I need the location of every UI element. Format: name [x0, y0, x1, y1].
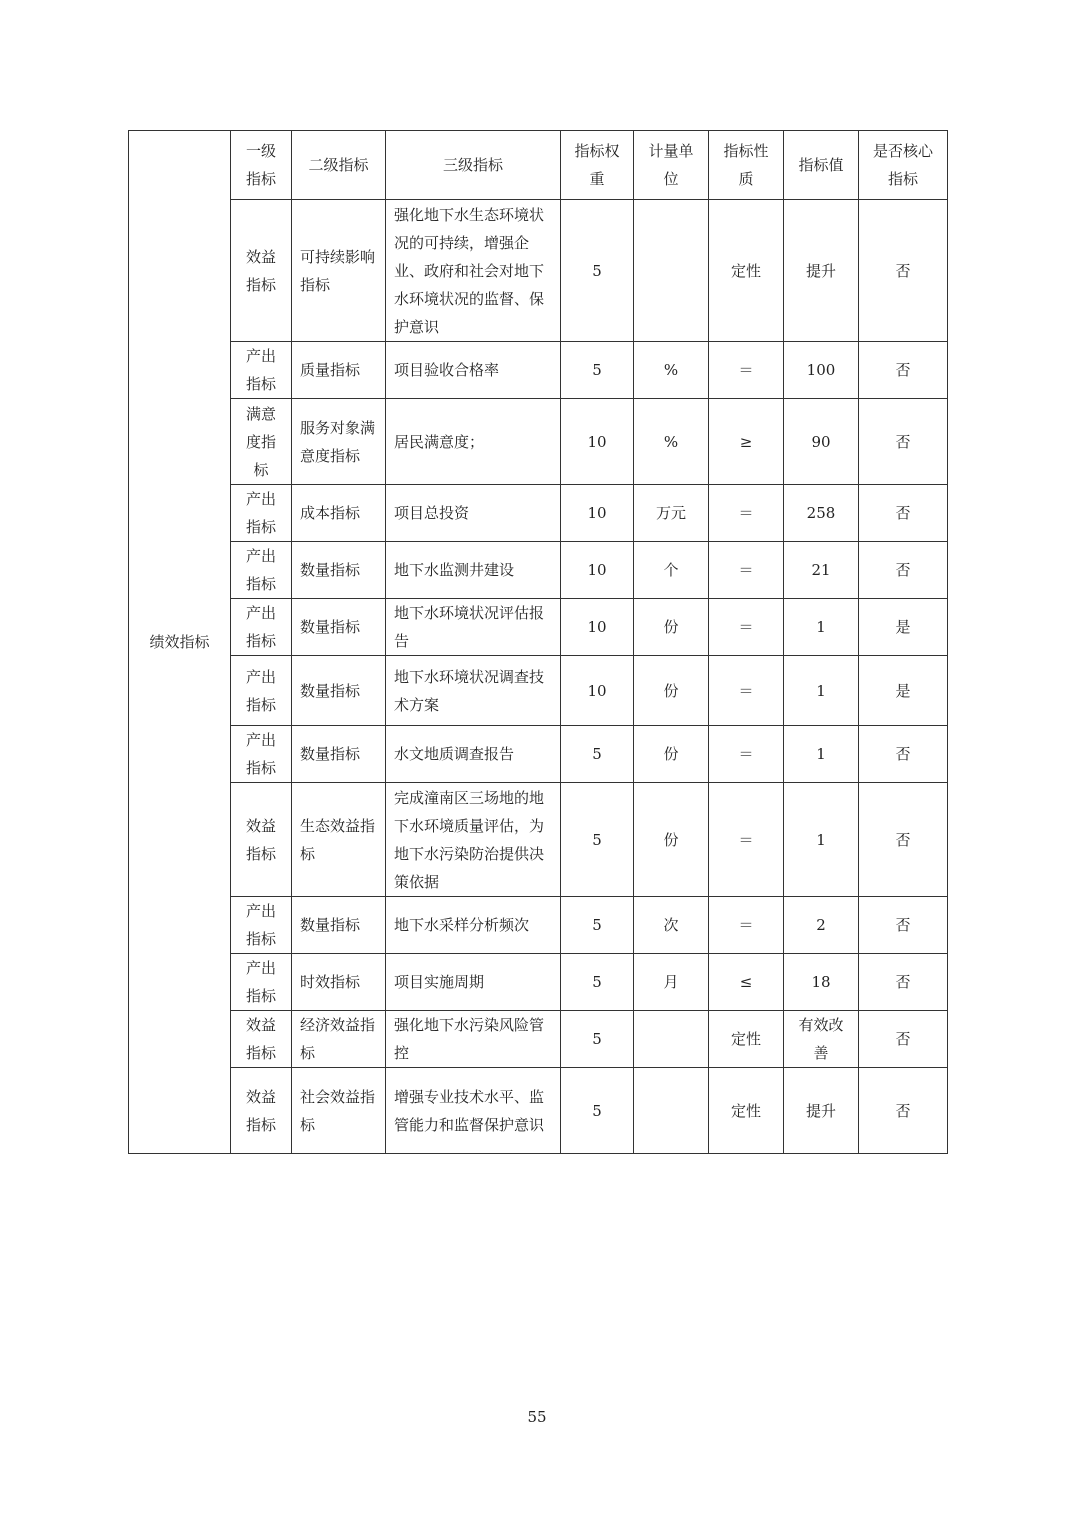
cell-core: 否: [859, 342, 948, 399]
cell-level3-indicator: 项目实施周期: [386, 954, 561, 1011]
cell-level2-indicator: 可持续影响指标: [292, 200, 386, 342]
table-row: [129, 399, 948, 485]
cell-weight: 5: [561, 200, 634, 342]
cell-core: 否: [859, 783, 948, 897]
performance-indicator-table: [128, 130, 948, 1154]
cell-value: 1: [784, 726, 859, 783]
cell-level1-indicator: 效益指标: [231, 1011, 292, 1068]
cell-weight: 10: [561, 599, 634, 656]
cell-level3-indicator: 居民满意度；: [386, 399, 561, 485]
cell-level2-indicator: 生态效益指标: [292, 783, 386, 897]
header-core: 是否核心指标: [859, 131, 948, 200]
cell-level2-indicator: 数量指标: [292, 599, 386, 656]
cell-nature: ＝: [709, 342, 784, 399]
cell-value: 1: [784, 656, 859, 726]
table-row: [129, 342, 948, 399]
cell-unit: %: [634, 399, 709, 485]
table-row: [129, 1011, 948, 1068]
cell-level2-indicator: 数量指标: [292, 656, 386, 726]
cell-level2-indicator: 时效指标: [292, 954, 386, 1011]
cell-level2-indicator: 成本指标: [292, 485, 386, 542]
cell-level3-indicator: 完成潼南区三场地的地下水环境质量评估，为地下水污染防治提供决策依据: [386, 783, 561, 897]
cell-weight: 5: [561, 1011, 634, 1068]
cell-level2-indicator: 社会效益指标: [292, 1068, 386, 1154]
cell-weight: 10: [561, 399, 634, 485]
cell-unit: 个: [634, 542, 709, 599]
cell-level1-indicator: 满意度指标: [231, 399, 292, 485]
header-level1-indicator: 一级指标: [231, 131, 292, 200]
cell-core: 否: [859, 542, 948, 599]
cell-nature: ＝: [709, 726, 784, 783]
cell-weight: 10: [561, 656, 634, 726]
cell-level2-indicator: 服务对象满意度指标: [292, 399, 386, 485]
cell-value: 1: [784, 599, 859, 656]
cell-nature: ＝: [709, 599, 784, 656]
cell-level1-indicator: 产出指标: [231, 897, 292, 954]
cell-level3-indicator: 项目验收合格率: [386, 342, 561, 399]
cell-core: 否: [859, 1011, 948, 1068]
cell-level2-indicator: 经济效益指标: [292, 1011, 386, 1068]
cell-level3-indicator: 水文地质调查报告: [386, 726, 561, 783]
cell-unit: [634, 1068, 709, 1154]
cell-nature: ≤: [709, 954, 784, 1011]
cell-level1-indicator: 产出指标: [231, 599, 292, 656]
cell-weight: 5: [561, 783, 634, 897]
table-row: [129, 542, 948, 599]
cell-value: 90: [784, 399, 859, 485]
cell-core: 否: [859, 200, 948, 342]
cell-weight: 5: [561, 897, 634, 954]
cell-level3-indicator: 强化地下水污染风险管控: [386, 1011, 561, 1068]
cell-level1-indicator: 效益指标: [231, 783, 292, 897]
cell-nature: 定性: [709, 1011, 784, 1068]
cell-weight: 10: [561, 542, 634, 599]
cell-nature: ＝: [709, 783, 784, 897]
cell-level3-indicator: 地下水采样分析频次: [386, 897, 561, 954]
table-row: [129, 485, 948, 542]
cell-value: 1: [784, 783, 859, 897]
page-number: 55: [527, 1408, 547, 1426]
cell-value: 21: [784, 542, 859, 599]
cell-level3-indicator: 地下水环境状况调查技术方案: [386, 656, 561, 726]
cell-unit: 万元: [634, 485, 709, 542]
cell-weight: 5: [561, 342, 634, 399]
cell-unit: 份: [634, 599, 709, 656]
cell-level2-indicator: 数量指标: [292, 897, 386, 954]
cell-core: 是: [859, 599, 948, 656]
header-level3-indicator: 三级指标: [386, 131, 561, 200]
table-row: [129, 897, 948, 954]
cell-nature: 定性: [709, 1068, 784, 1154]
table-header-row: [129, 131, 948, 200]
cell-level3-indicator: 增强专业技术水平、监管能力和监督保护意识: [386, 1068, 561, 1154]
table-row: [129, 954, 948, 1011]
cell-level3-indicator: 地下水监测井建设: [386, 542, 561, 599]
header-value: 指标值: [784, 131, 859, 200]
cell-core: 否: [859, 399, 948, 485]
table-row: [129, 783, 948, 897]
cell-unit: 月: [634, 954, 709, 1011]
header-unit: 计量单位: [634, 131, 709, 200]
cell-nature: ＝: [709, 485, 784, 542]
cell-core: 否: [859, 1068, 948, 1154]
cell-value: 有效改善: [784, 1011, 859, 1068]
cell-level1-indicator: 产出指标: [231, 656, 292, 726]
cell-level1-indicator: 产出指标: [231, 485, 292, 542]
cell-level3-indicator: 强化地下水生态环境状况的可持续，增强企业、政府和社会对地下水环境状况的监督、保护意识: [386, 200, 561, 342]
cell-value: 100: [784, 342, 859, 399]
cell-value: 提升: [784, 200, 859, 342]
cell-nature: ＝: [709, 897, 784, 954]
cell-unit: %: [634, 342, 709, 399]
cell-core: 否: [859, 897, 948, 954]
cell-level1-indicator: 效益指标: [231, 1068, 292, 1154]
cell-unit: 份: [634, 726, 709, 783]
cell-weight: 5: [561, 726, 634, 783]
cell-unit: [634, 1011, 709, 1068]
cell-unit: 份: [634, 783, 709, 897]
cell-level3-indicator: 项目总投资: [386, 485, 561, 542]
cell-unit: 份: [634, 656, 709, 726]
cell-core: 是: [859, 656, 948, 726]
cell-unit: [634, 200, 709, 342]
cell-nature: ≥: [709, 399, 784, 485]
cell-level2-indicator: 数量指标: [292, 726, 386, 783]
header-weight: 指标权重: [561, 131, 634, 200]
cell-core: 否: [859, 485, 948, 542]
cell-level1-indicator: 产出指标: [231, 542, 292, 599]
table-row: [129, 726, 948, 783]
cell-weight: 5: [561, 1068, 634, 1154]
section-label: 绩效指标: [129, 131, 231, 1154]
cell-level3-indicator: 地下水环境状况评估报告: [386, 599, 561, 656]
cell-level2-indicator: 数量指标: [292, 542, 386, 599]
cell-weight: 10: [561, 485, 634, 542]
table-row: [129, 200, 948, 342]
cell-level1-indicator: 产出指标: [231, 726, 292, 783]
cell-nature: ＝: [709, 656, 784, 726]
cell-level1-indicator: 产出指标: [231, 342, 292, 399]
cell-nature: 定性: [709, 200, 784, 342]
cell-core: 否: [859, 726, 948, 783]
cell-nature: ＝: [709, 542, 784, 599]
cell-level1-indicator: 产出指标: [231, 954, 292, 1011]
cell-value: 提升: [784, 1068, 859, 1154]
cell-value: 18: [784, 954, 859, 1011]
cell-weight: 5: [561, 954, 634, 1011]
cell-value: 2: [784, 897, 859, 954]
table-row: [129, 599, 948, 656]
table-row: [129, 1068, 948, 1154]
cell-value: 258: [784, 485, 859, 542]
cell-level1-indicator: 效益指标: [231, 200, 292, 342]
cell-level2-indicator: 质量指标: [292, 342, 386, 399]
table-row: [129, 656, 948, 726]
header-nature: 指标性质: [709, 131, 784, 200]
cell-unit: 次: [634, 897, 709, 954]
cell-core: 否: [859, 954, 948, 1011]
header-level2-indicator: 二级指标: [292, 131, 386, 200]
